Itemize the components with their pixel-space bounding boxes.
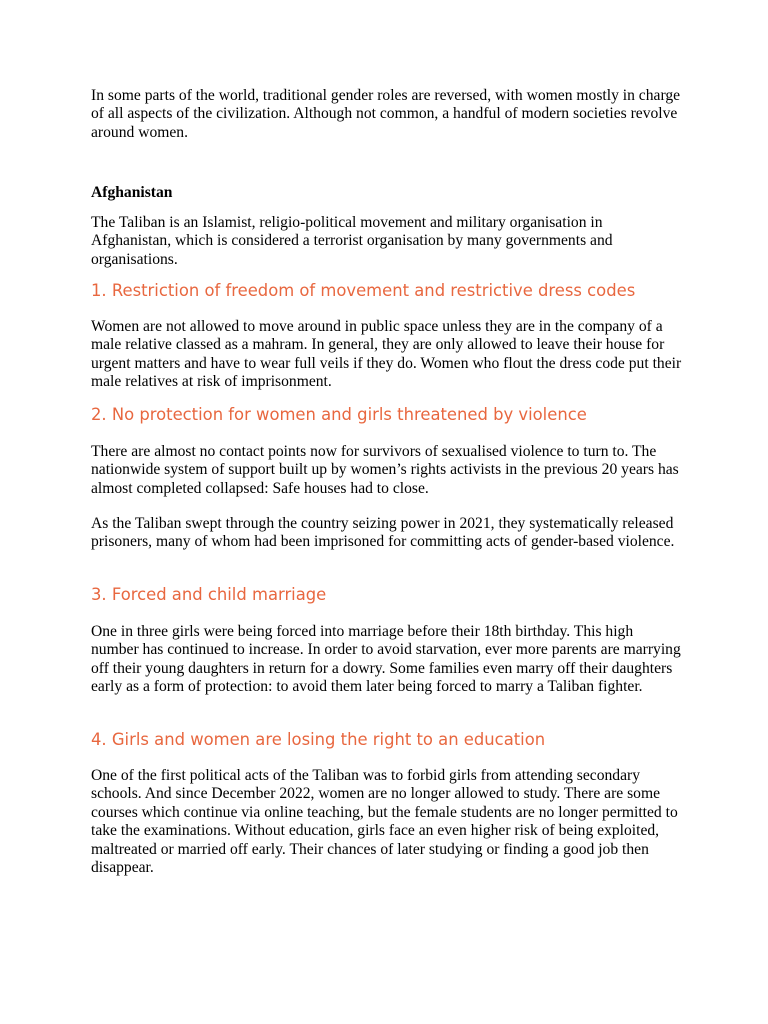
country-paragraph: The Taliban is an Islamist, religio-political movement and military organisation in Afghanistan, which is considered a terrorist organisation by many governments and organisations.	[91, 214, 613, 268]
section-1-paragraph-1: Women are not allowed to move around in public space unless they are in the company of a male relative classed as a mahram. In general, they are only allowed to leave their house for urgent matters and have to wear full veils if they do. Women who flout the dress code put their male relatives at risk of imprisonment.	[91, 318, 682, 391]
section-heading-4: 4. Girls and women are losing the right to an education	[91, 730, 546, 749]
section-heading-3: 3. Forced and child marriage	[91, 585, 327, 604]
section-heading-2: 2. No protection for women and girls threatened by violence	[91, 405, 587, 424]
intro-paragraph: In some parts of the world, traditional gender roles are reversed, with women mostly in charge of all aspects of the civilization. Although not common, a handful of modern societies revolve around women.	[91, 87, 681, 141]
section-3-paragraph-1: One in three girls were being forced into marriage before their 18th birthday. This high number has continued to increase. In order to avoid starvation, ever more parents are marrying off their young daughters in return for a dowry. Some families even marry off their daughters early as a form of protection: to avoid them later being forced to marry a Taliban fighter.	[91, 623, 681, 696]
section-4-paragraph-1: One of the first political acts of the Taliban was to forbid girls from attending secondary schools. And since December 2022, women are no longer allowed to study. There are some courses which continue via online teaching, but the female students are no longer permitted to take the examinations. Without education, girls face an even higher risk of being exploited, maltreated or married off early. Their chances of later studying or finding a good job then disappear.	[91, 767, 678, 877]
section-heading-1: 1. Restriction of freedom of movement and restrictive dress codes	[91, 281, 636, 300]
country-heading: Afghanistan	[91, 184, 173, 201]
section-2-paragraph-2: As the Taliban swept through the country seizing power in 2021, they systematically released prisoners, many of whom had been imprisoned for committing acts of gender-based violence.	[91, 515, 675, 551]
section-2-paragraph-1: There are almost no contact points now for survivors of sexualised violence to turn to. The nationwide system of support built up by women’s rights activists in the previous 20 years has almost completed collapsed: Safe houses had to close.	[91, 443, 679, 497]
